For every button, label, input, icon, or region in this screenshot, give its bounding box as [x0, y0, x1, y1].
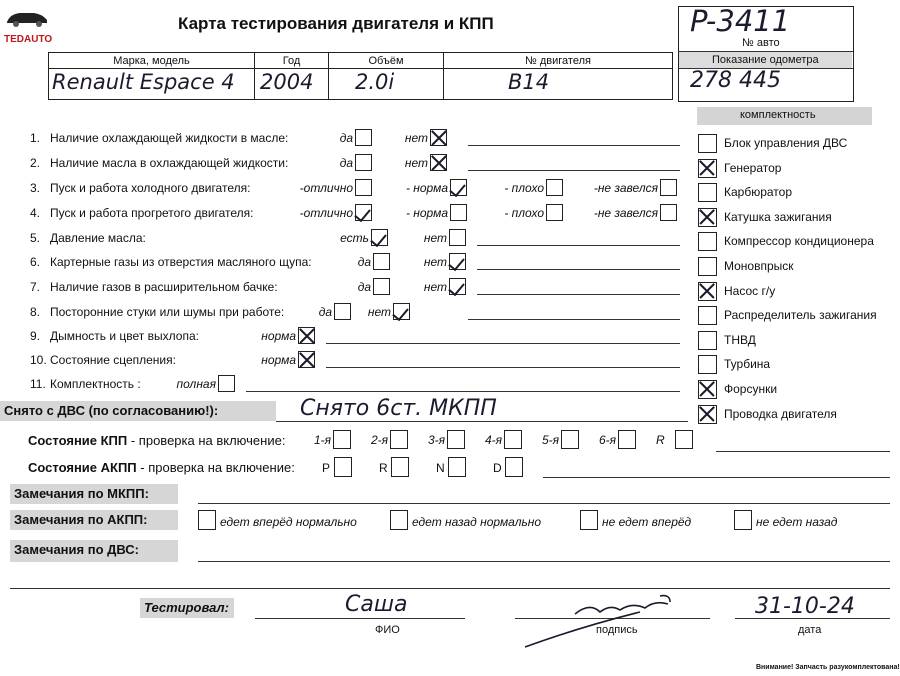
logo — [4, 6, 54, 45]
remarks-akpp-label: Замечания по АКПП: — [10, 510, 178, 530]
item-label: Наличие охлаждающей жидкости в масле: — [50, 131, 289, 145]
answer-line — [477, 269, 680, 270]
option-text: полная — [176, 377, 216, 391]
option-text: норма - — [405, 206, 448, 220]
option-checkbox[interactable] — [546, 179, 563, 196]
item-number: 3. — [30, 181, 41, 195]
col-odometer: Показание одометра — [712, 54, 819, 66]
option-checkbox[interactable] — [298, 327, 315, 344]
option-checkbox[interactable] — [430, 154, 447, 171]
option-checkbox[interactable] — [430, 129, 447, 146]
remarks-dvs-label: Замечания по ДВС: — [10, 540, 178, 562]
gear-label: N — [436, 461, 445, 475]
item-label: Посторонние стуки или шумы при работе: — [50, 305, 285, 319]
kit-label: Блок управления ДВС — [724, 136, 848, 150]
kit-label: Катушка зажигания — [724, 209, 832, 224]
kit-checkbox[interactable] — [698, 134, 717, 153]
option-text: да — [339, 156, 353, 170]
option-checkbox[interactable] — [449, 253, 466, 270]
gear-checkbox[interactable] — [391, 457, 409, 477]
option-text: нет — [423, 231, 447, 245]
kit-checkbox[interactable] — [698, 232, 717, 251]
tested-label: Тестировал: — [140, 598, 234, 618]
gear-checkbox[interactable] — [561, 430, 579, 449]
option-checkbox[interactable] — [355, 154, 372, 171]
item-number: 10. — [30, 353, 47, 367]
option-text: плохо - — [504, 206, 544, 220]
item-number: 1. — [30, 131, 41, 145]
option-text: нет — [404, 156, 428, 170]
option-text: норма — [261, 353, 296, 367]
option-text: есть — [340, 231, 369, 245]
option-text: не завелся- — [593, 206, 658, 220]
gear-label: R — [656, 433, 665, 447]
option-checkbox[interactable] — [355, 129, 372, 146]
answer-line — [468, 145, 680, 146]
option-checkbox[interactable] — [373, 278, 390, 295]
gear-label: 6-я — [599, 433, 617, 447]
kit-checkbox[interactable] — [698, 355, 717, 374]
kit-heading: комплектность — [740, 109, 816, 121]
akpp-label: Состояние АКПП - проверка на включение: — [28, 460, 295, 475]
gear-checkbox[interactable] — [334, 457, 352, 477]
kpp-label: Состояние КПП - проверка на включение: — [28, 433, 286, 448]
gear-checkbox[interactable] — [504, 430, 522, 449]
option-text: плохо - — [504, 181, 544, 195]
kit-checkbox[interactable] — [698, 183, 717, 202]
option-text: да — [318, 305, 332, 319]
tester-name: Саша — [345, 592, 408, 617]
akpp-option-label: не едет вперёд — [602, 515, 692, 529]
answer-line — [326, 343, 680, 344]
year-value: 2004 — [260, 70, 314, 94]
item-number: 7. — [30, 280, 41, 294]
make-value: Renault Espace 4 — [52, 70, 235, 94]
kit-label: Форсунки — [724, 382, 778, 396]
gear-label: 4-я — [485, 433, 503, 447]
akpp-option-checkbox[interactable] — [580, 510, 598, 530]
kit-checkbox[interactable] — [698, 257, 717, 276]
removed-label: Снято с ДВС (по согласованию!): — [0, 401, 276, 421]
option-checkbox[interactable] — [546, 204, 563, 221]
option-checkbox[interactable] — [373, 253, 390, 270]
answer-line — [246, 391, 680, 392]
gear-label: 1-я — [314, 433, 332, 447]
auto-number: P-3411 — [690, 4, 791, 38]
gear-label: D — [493, 461, 502, 475]
option-text: норма - — [405, 181, 448, 195]
item-label: Наличие масла в охлаждающей жидкости: — [50, 156, 289, 170]
fio-label: ФИО — [375, 624, 400, 636]
item-number: 6. — [30, 255, 41, 269]
option-text: да — [357, 280, 371, 294]
option-text: нет — [423, 255, 447, 269]
item-label: Пуск и работа холодного двигателя: — [50, 181, 251, 195]
kit-label: Моновпрыск — [724, 259, 794, 273]
akpp-option-label: едет вперёд нормально — [220, 515, 357, 529]
odometer-value: 278 445 — [690, 68, 781, 93]
option-checkbox[interactable] — [660, 204, 677, 221]
signature-icon — [520, 592, 690, 652]
gear-checkbox[interactable] — [448, 457, 466, 477]
test-date: 31-10-24 — [755, 594, 855, 619]
akpp-option-checkbox[interactable] — [390, 510, 408, 530]
option-checkbox[interactable] — [449, 229, 466, 246]
kit-label: ТНВД — [724, 332, 756, 347]
page-title: Карта тестирования двигателя и КПП — [178, 14, 494, 33]
option-checkbox[interactable] — [371, 229, 388, 246]
option-text: да — [357, 255, 371, 269]
gear-label: P — [322, 461, 331, 475]
option-text: нет — [367, 305, 391, 319]
item-label: Давление масла: — [50, 231, 146, 245]
akpp-option-label: едет назад нормально — [412, 515, 542, 529]
date-label: дата — [798, 624, 822, 636]
kit-checkbox[interactable] — [698, 208, 717, 227]
item-number: 4. — [30, 206, 41, 220]
option-text: нет — [423, 280, 447, 294]
akpp-option-checkbox[interactable] — [198, 510, 216, 530]
item-label: Дымность и цвет выхлопа: — [50, 329, 199, 343]
kit-checkbox[interactable] — [698, 331, 717, 350]
kit-label: Проводка двигателя — [724, 406, 837, 421]
col-make: Марка, модель — [49, 53, 255, 69]
item-number: 5. — [30, 231, 41, 245]
option-text: норма — [261, 329, 296, 343]
gear-checkbox[interactable] — [675, 430, 693, 449]
col-engine: № двигателя — [444, 53, 673, 69]
option-checkbox[interactable] — [334, 303, 351, 320]
gear-checkbox[interactable] — [390, 430, 408, 449]
kit-checkbox[interactable] — [698, 306, 717, 325]
gear-checkbox[interactable] — [618, 430, 636, 449]
col-year: Год — [255, 53, 329, 69]
item-label: Комплектность : — [50, 377, 141, 391]
gear-label: 2-я — [371, 433, 389, 447]
kit-label: Карбюратор — [724, 185, 793, 200]
item-label: Наличие газов в расширительном бачке: — [50, 280, 278, 294]
gear-checkbox[interactable] — [505, 457, 523, 477]
option-text: нет — [404, 131, 428, 145]
kit-label: Компрессор кондиционера — [724, 234, 874, 249]
option-text: отлично- — [299, 181, 353, 195]
option-checkbox[interactable] — [355, 204, 372, 221]
gear-label: R — [379, 461, 388, 475]
kit-label: Распределитель зажигания — [724, 308, 877, 323]
option-checkbox[interactable] — [660, 179, 677, 196]
akpp-option-label: не едет назад — [756, 515, 838, 529]
option-text: отлично- — [299, 206, 353, 220]
akpp-option-checkbox[interactable] — [734, 510, 752, 530]
option-text: не завелся- — [593, 181, 658, 195]
kit-checkbox[interactable] — [698, 380, 717, 399]
kit-label: Турбина — [724, 357, 771, 372]
item-label: Пуск и работа прогретого двигателя: — [50, 206, 254, 220]
col-volume: Объём — [329, 53, 444, 69]
answer-line — [468, 170, 680, 171]
answer-line — [468, 319, 680, 320]
item-number: 8. — [30, 305, 41, 319]
kit-checkbox[interactable] — [698, 159, 717, 178]
footer-note: Внимание! Запчасть разукомплектована! — [756, 664, 900, 671]
gear-checkbox[interactable] — [447, 430, 465, 449]
option-checkbox[interactable] — [450, 179, 467, 196]
remarks-mkpp-label: Замечания по МКПП: — [10, 484, 178, 504]
option-checkbox[interactable] — [393, 303, 410, 320]
gear-label: 5-я — [542, 433, 560, 447]
item-number: 2. — [30, 156, 41, 170]
volume-value: 2.0i — [355, 70, 395, 94]
item-label: Картерные газы из отверстия масляного щупа: — [50, 255, 312, 269]
item-number: 9. — [30, 329, 41, 343]
option-checkbox[interactable] — [450, 204, 467, 221]
option-checkbox[interactable] — [218, 375, 235, 392]
option-checkbox[interactable] — [355, 179, 372, 196]
answer-line — [326, 367, 680, 368]
car-logo-icon — [4, 6, 50, 28]
answer-line — [477, 294, 680, 295]
kit-label: Насос г/у — [724, 283, 776, 298]
answer-line — [477, 245, 680, 246]
gear-checkbox[interactable] — [333, 430, 351, 449]
col-auto: № авто — [742, 37, 780, 49]
option-checkbox[interactable] — [449, 278, 466, 295]
option-checkbox[interactable] — [298, 351, 315, 368]
item-label: Состояние сцепления: — [50, 353, 176, 367]
gear-label: 3-я — [428, 433, 446, 447]
kit-label: Генератор — [724, 160, 782, 175]
logo-text: TEDAUTO — [4, 34, 53, 45]
sign-label: подпись — [596, 624, 638, 636]
kit-checkbox[interactable] — [698, 405, 717, 424]
removed-value: Снято 6ст. МКПП — [300, 396, 497, 421]
kit-checkbox[interactable] — [698, 282, 717, 301]
item-number: 11. — [30, 377, 46, 391]
engine-value: B14 — [508, 70, 550, 94]
option-text: да — [339, 131, 353, 145]
